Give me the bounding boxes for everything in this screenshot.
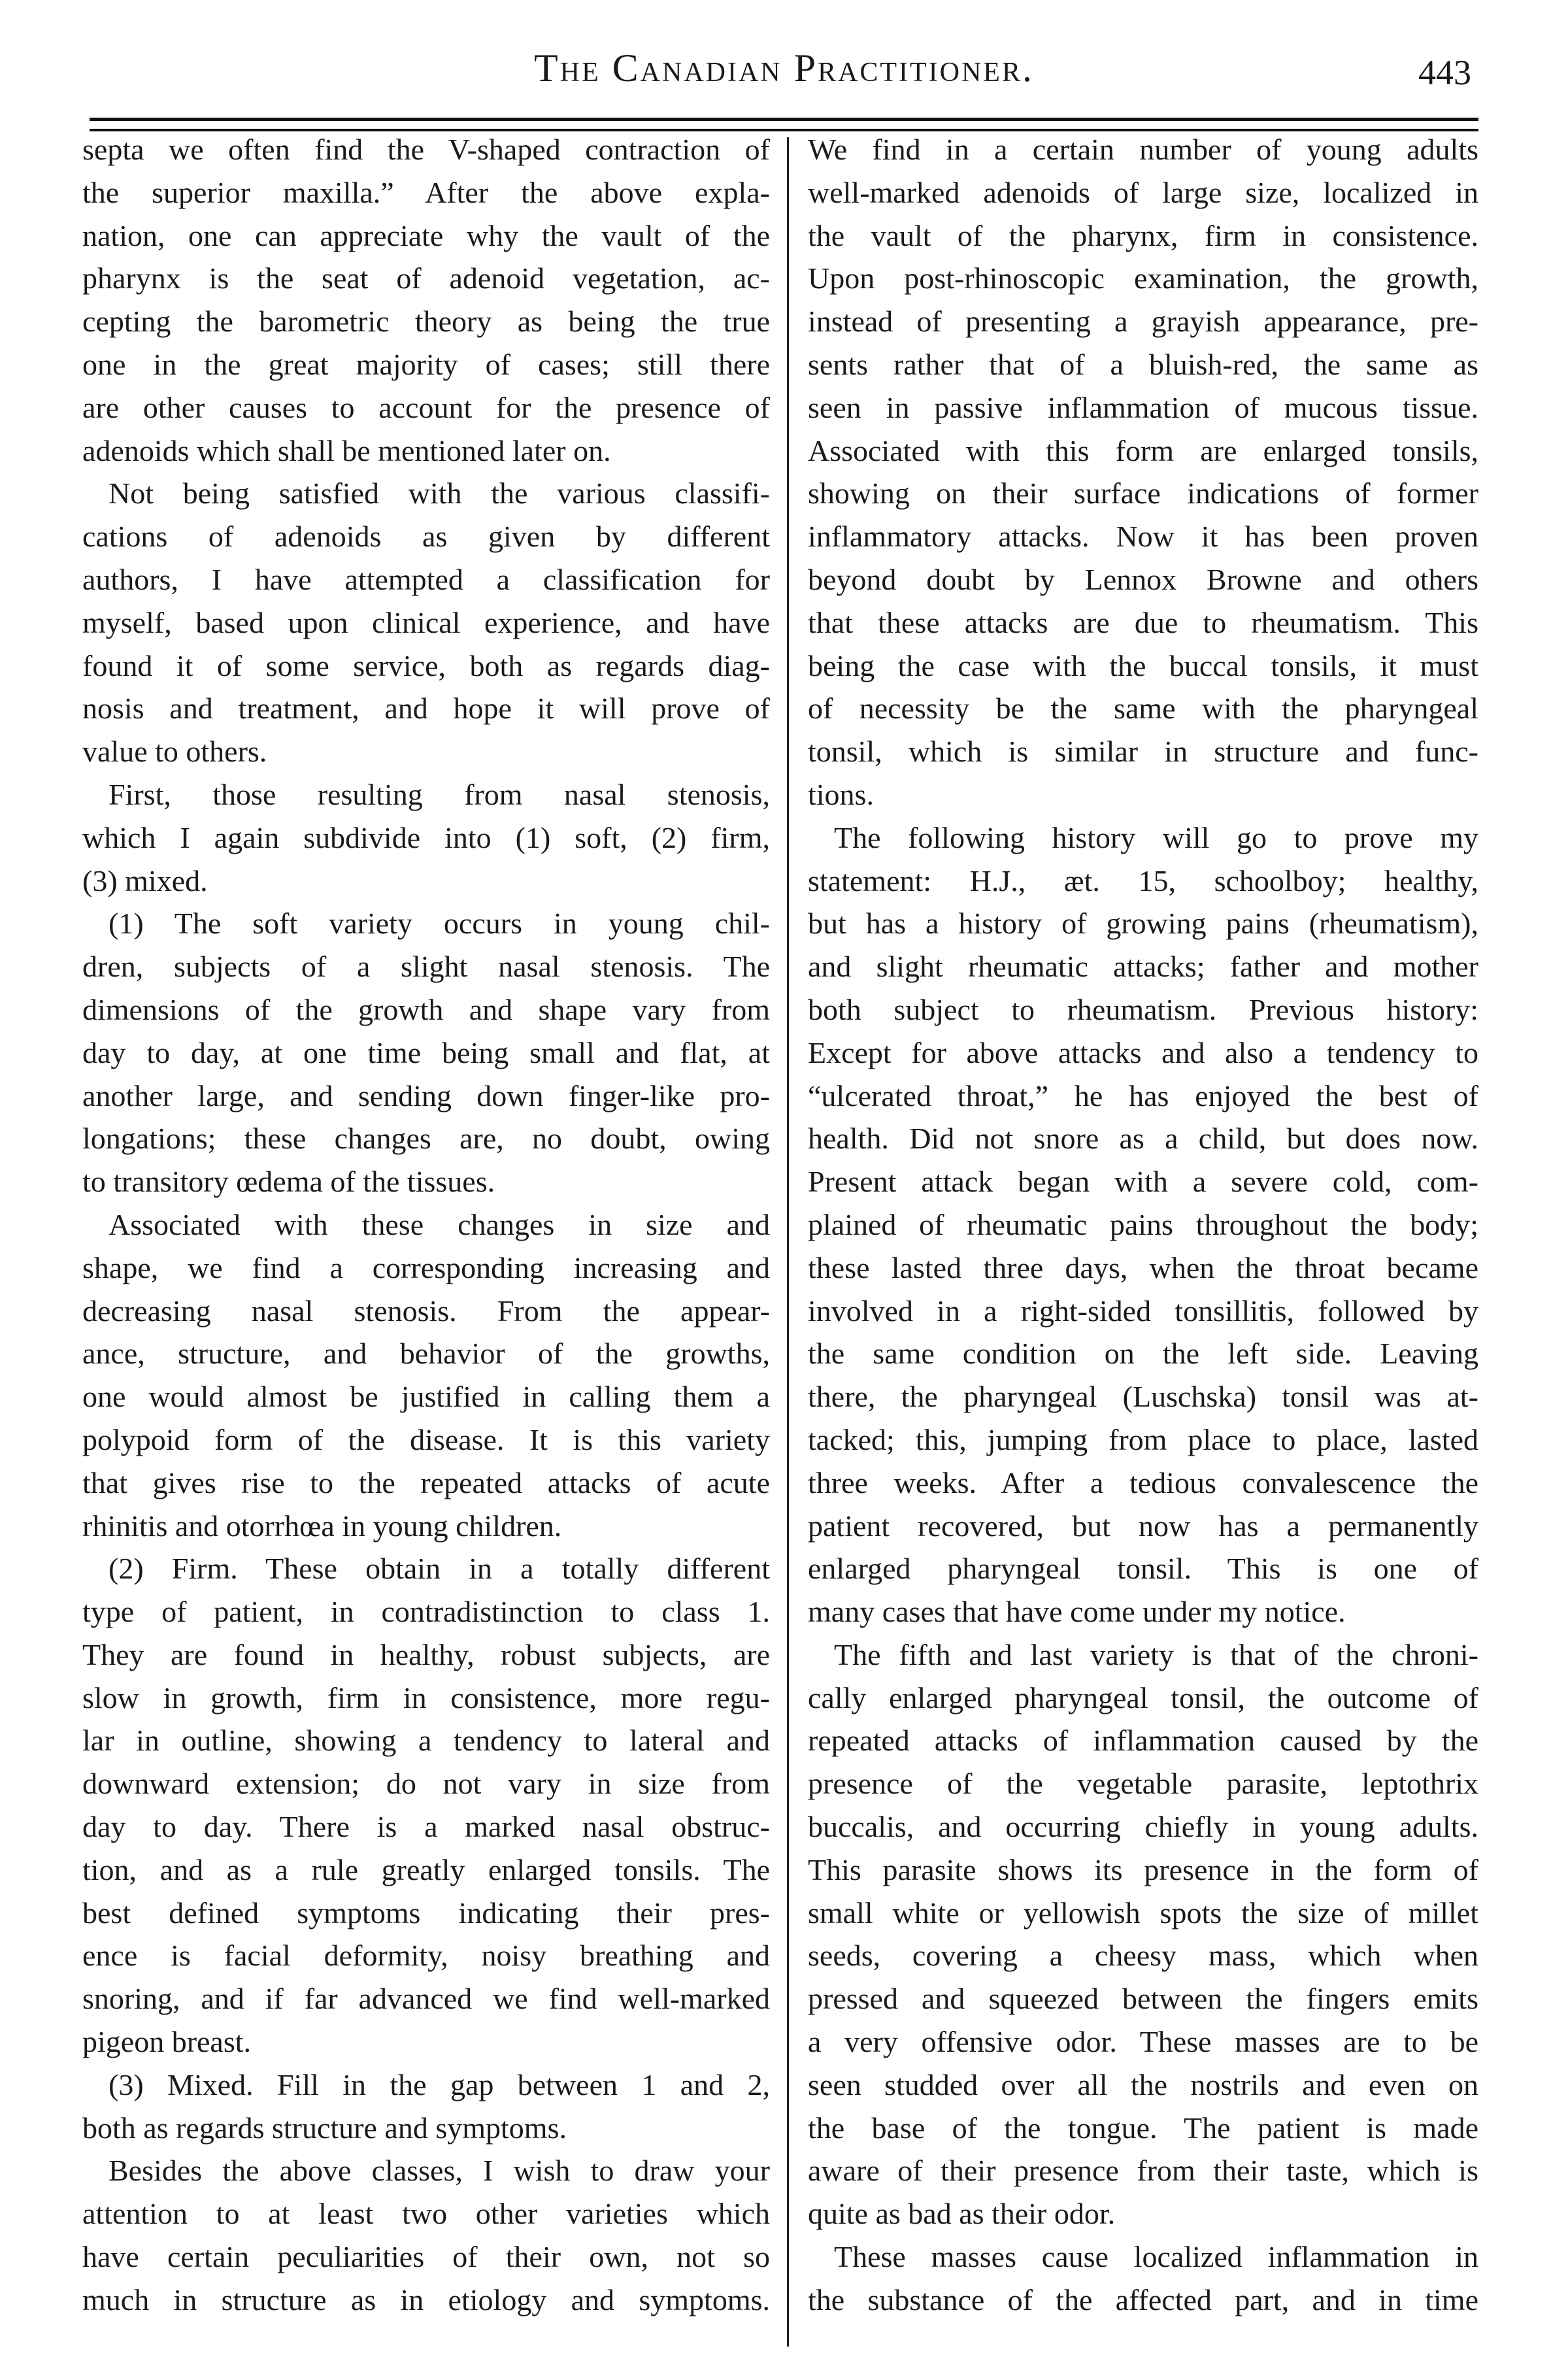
text-line: the base of the tongue. The patient is made bbox=[808, 2111, 1478, 2145]
text-line: dren, subjects of a slight nasal stenosis. The bbox=[82, 950, 770, 984]
text-line: downward extension; do not vary in size from bbox=[82, 1767, 770, 1801]
text-line: one in the great majority of cases; still there bbox=[82, 347, 770, 381]
text-line: Associated with these changes in size and bbox=[108, 1207, 770, 1241]
text-line: We find in a certain number of young adults bbox=[808, 133, 1478, 166]
text-line: best defined symptoms indicating their pres- bbox=[82, 1896, 770, 1930]
text-line: patient recovered, but now has a permanently bbox=[808, 1509, 1478, 1543]
text-line: but has a history of growing pains (rheumatism), bbox=[808, 907, 1478, 941]
text-line: plained of rheumatic pains throughout the body; bbox=[808, 1207, 1478, 1241]
text-line: beyond doubt by Lennox Browne and others bbox=[808, 562, 1478, 596]
text-line: well-marked adenoids of large size, localized in bbox=[808, 175, 1478, 209]
text-line: tacked; this, jumping from place to place, lasted bbox=[808, 1422, 1478, 1456]
text-line: day to day. There is a marked nasal obstruc- bbox=[82, 1810, 770, 1844]
text-line: that these attacks are due to rheumatism. This bbox=[808, 605, 1478, 639]
text-line: (2) Firm. These obtain in a totally different bbox=[108, 1552, 770, 1586]
text-line: pigeon breast. bbox=[82, 2025, 252, 2059]
text-line: a very offensive odor. These masses are to be bbox=[808, 2025, 1478, 2059]
text-line: polypoid form of the disease. It is this variety bbox=[82, 1422, 770, 1456]
text-line: Besides the above classes, I wish to draw your bbox=[108, 2154, 770, 2188]
text-line: of necessity be the same with the pharyngeal bbox=[808, 692, 1478, 726]
text-line: ence is facial deformity, noisy breathing and bbox=[82, 1939, 770, 1973]
text-line: enlarged pharyngeal tonsil. This is one of bbox=[808, 1552, 1478, 1586]
text-line: longations; these changes are, no doubt, owing bbox=[82, 1122, 770, 1156]
text-line: and slight rheumatic attacks; father and mother bbox=[808, 950, 1478, 984]
text-line: The following history will go to prove my bbox=[834, 820, 1478, 854]
text-line: Present attack began with a severe cold, com- bbox=[808, 1165, 1478, 1199]
text-line: tion, and as a rule greatly enlarged tonsils. The bbox=[82, 1852, 770, 1886]
text-line: nation, one can appreciate why the vault of the bbox=[82, 218, 770, 252]
text-line: being the case with the buccal tonsils, it must bbox=[808, 648, 1478, 682]
text-line: health. Did not snore as a child, but does now. bbox=[808, 1122, 1478, 1156]
text-line: nosis and treatment, and hope it will prove of bbox=[82, 692, 770, 726]
text-line: rhinitis and otorrhœa in young children. bbox=[82, 1509, 562, 1543]
column-divider bbox=[787, 137, 789, 2347]
text-line: there, the pharyngeal (Luschska) tonsil was at- bbox=[808, 1380, 1478, 1414]
text-line: tions. bbox=[808, 777, 874, 811]
text-line: attention to at least two other varieties which bbox=[82, 2197, 770, 2231]
text-line: lar in outline, showing a tendency to lateral and bbox=[82, 1724, 770, 1758]
text-line: have certain peculiarities of their own, not so bbox=[82, 2240, 770, 2274]
text-line: both as regards structure and symptoms. bbox=[82, 2111, 567, 2145]
text-line: the same condition on the left side. Leaving bbox=[808, 1337, 1478, 1371]
text-line: quite as bad as their odor. bbox=[808, 2197, 1116, 2231]
text-line: day to day, at one time being small and flat, at bbox=[82, 1035, 770, 1069]
text-line: involved in a right-sided tonsillitis, followed by bbox=[808, 1294, 1478, 1328]
text-line: presence of the vegetable parasite, leptothrix bbox=[808, 1767, 1478, 1801]
text-line: Except for above attacks and also a tendency to bbox=[808, 1035, 1478, 1069]
text-line: three weeks. After a tedious convalescence the bbox=[808, 1465, 1478, 1499]
text-line: shape, we find a corresponding increasing and bbox=[82, 1250, 770, 1284]
text-line: Not being satisfied with the various classifi- bbox=[108, 476, 770, 510]
text-line: much in structure as in etiology and symptoms. bbox=[82, 2282, 770, 2316]
header-rule-top bbox=[90, 118, 1478, 121]
right-column bbox=[808, 128, 1478, 2322]
text-line: Associated with this form are enlarged tonsils, bbox=[808, 433, 1478, 467]
text-line: pressed and squeezed between the fingers emits bbox=[808, 1982, 1478, 2016]
text-line: snoring, and if far advanced we find well-marked bbox=[82, 1982, 770, 2016]
text-line: myself, based upon clinical experience, and have bbox=[82, 605, 770, 639]
text-line: many cases that have come under my notice. bbox=[808, 1595, 1346, 1629]
text-line: repeated attacks of inflammation caused by the bbox=[808, 1724, 1478, 1758]
text-line: cations of adenoids as given by different bbox=[82, 520, 770, 554]
text-line: authors, I have attempted a classification for bbox=[82, 562, 770, 596]
text-line: that gives rise to the repeated attacks of acute bbox=[82, 1465, 770, 1499]
text-line: statement: H.J., æt. 15, schoolboy; healthy, bbox=[808, 863, 1478, 897]
text-line: seeds, covering a cheesy mass, which when bbox=[808, 1939, 1478, 1973]
text-line: These masses cause localized inflammation in bbox=[834, 2240, 1478, 2274]
text-line: showing on their surface indications of former bbox=[808, 476, 1478, 510]
text-line: the substance of the affected part, and in time bbox=[808, 2282, 1478, 2316]
page-number: 443 bbox=[1418, 53, 1471, 92]
text-line: slow in growth, firm in consistence, more regu- bbox=[82, 1680, 770, 1714]
text-line: septa we often find the V-shaped contraction of bbox=[82, 133, 770, 166]
text-line: these lasted three days, when the throat became bbox=[808, 1250, 1478, 1284]
text-line: tonsil, which is similar in structure and func- bbox=[808, 735, 1478, 769]
text-line: both subject to rheumatism. Previous history: bbox=[808, 992, 1478, 1026]
text-line: dimensions of the growth and shape vary from bbox=[82, 992, 770, 1026]
text-line: value to others. bbox=[82, 735, 267, 769]
text-line: adenoids which shall be mentioned later on. bbox=[82, 433, 611, 467]
text-line: “ulcerated throat,” he has enjoyed the best of bbox=[808, 1078, 1478, 1112]
text-line: They are found in healthy, robust subjects, are bbox=[82, 1637, 770, 1671]
left-column bbox=[82, 128, 770, 2322]
running-title: The Canadian Practitioner. bbox=[534, 46, 1034, 90]
text-line: pharynx is the seat of adenoid vegetation, ac- bbox=[82, 261, 770, 295]
text-line: cepting the barometric theory as being the true bbox=[82, 305, 770, 339]
text-line: instead of presenting a grayish appearance, pre- bbox=[808, 305, 1478, 339]
text-line: the superior maxilla.” After the above expla- bbox=[82, 175, 770, 209]
text-line: inflammatory attacks. Now it has been proven bbox=[808, 520, 1478, 554]
text-line: First, those resulting from nasal stenosis, bbox=[108, 777, 770, 811]
text-line: (3) mixed. bbox=[82, 863, 208, 897]
text-line: one would almost be justified in calling them a bbox=[82, 1380, 770, 1414]
text-line: found it of some service, both as regards diag- bbox=[82, 648, 770, 682]
text-line: another large, and sending down finger-like pro- bbox=[82, 1078, 770, 1112]
text-line: cally enlarged pharyngeal tonsil, the outcome of bbox=[808, 1680, 1478, 1714]
text-line: aware of their presence from their taste, which is bbox=[808, 2154, 1478, 2188]
text-line: type of patient, in contradistinction to class 1. bbox=[82, 1595, 770, 1629]
text-line: sents rather that of a bluish-red, the same as bbox=[808, 347, 1478, 381]
text-line: The fifth and last variety is that of the chroni- bbox=[834, 1637, 1478, 1671]
text-line: small white or yellowish spots the size of millet bbox=[808, 1896, 1478, 1930]
text-line: which I again subdivide into (1) soft, (2) firm, bbox=[82, 820, 770, 854]
text-line: decreasing nasal stenosis. From the appear- bbox=[82, 1294, 770, 1328]
text-line: seen in passive inflammation of mucous tissue. bbox=[808, 390, 1478, 424]
text-line: (1) The soft variety occurs in young chil- bbox=[108, 907, 770, 941]
text-line: (3) Mixed. Fill in the gap between 1 and 2, bbox=[108, 2067, 770, 2101]
text-line: Upon post-rhinoscopic examination, the growth, bbox=[808, 261, 1478, 295]
text-line: seen studded over all the nostrils and even on bbox=[808, 2067, 1478, 2101]
text-line: to transitory œdema of the tissues. bbox=[82, 1165, 495, 1199]
text-line: buccalis, and occurring chiefly in young adults. bbox=[808, 1810, 1478, 1844]
text-line: ance, structure, and behavior of the growths, bbox=[82, 1337, 770, 1371]
text-line: the vault of the pharynx, firm in consistence. bbox=[808, 218, 1478, 252]
text-line: This parasite shows its presence in the form of bbox=[808, 1852, 1478, 1886]
text-line: are other causes to account for the presence of bbox=[82, 390, 770, 424]
